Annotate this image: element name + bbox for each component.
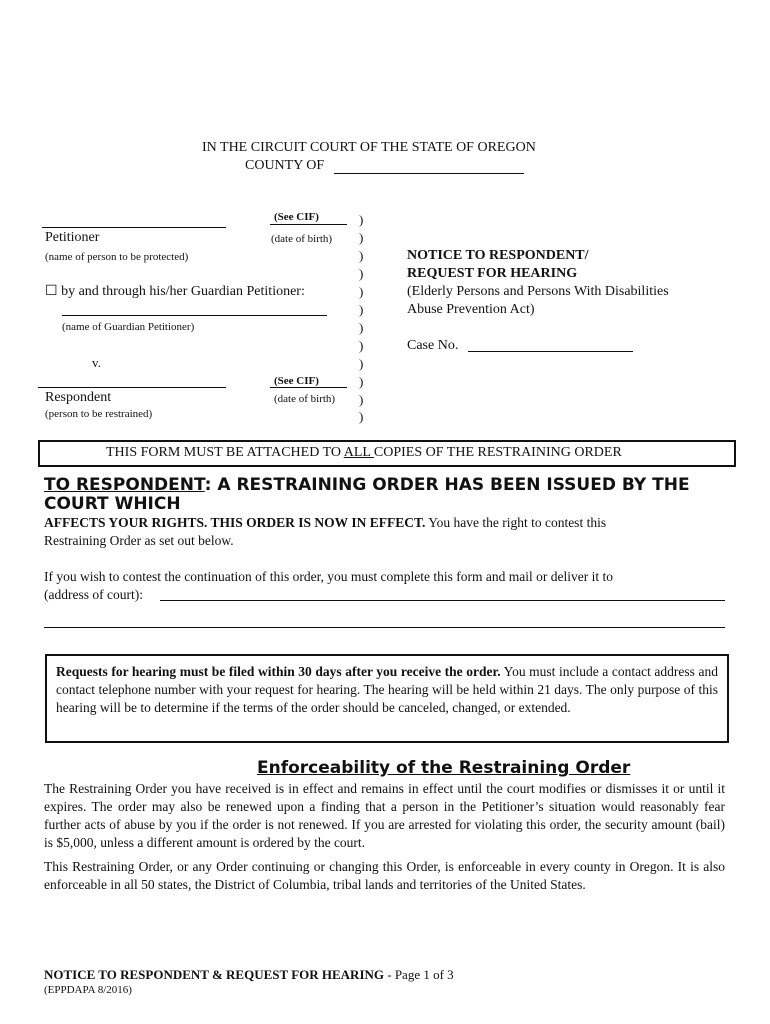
caption-paren: ) [359, 320, 364, 335]
guardian-row [45, 283, 305, 300]
caption-paren: ) [359, 212, 364, 227]
see-cif-label-1: (See CIF) [274, 211, 319, 223]
court-address-field-2[interactable] [44, 627, 725, 628]
respondent-label: Respondent [45, 390, 112, 405]
case-no-label: Case No. [407, 338, 459, 353]
hearing-bold: Requests for hearing must be filed within 30 days after you receive the order. [56, 664, 501, 679]
see-cif-label-2: (See CIF) [274, 375, 319, 387]
form-subtitle-line1: (Elderly Persons and Persons With Disabilities [407, 284, 669, 299]
enforceability-heading: Enforceability of the Restraining Order [257, 758, 631, 778]
petitioner-note: (name of person to be protected) [45, 251, 189, 263]
caption-paren: ) [359, 284, 364, 299]
caption-paren: ) [359, 409, 364, 424]
guardian-label: by and through his/her Guardian Petitioner: [61, 284, 305, 299]
caption-paren: ) [359, 356, 364, 371]
guardian-note: (name of Guardian Petitioner) [62, 321, 195, 333]
enforceability-para-2: This Restraining Order, or any Order continuing or changing this Order, is enforceable in every county in Oregon. It is also enforceable in all 50 states, the District of Columbia, tribal lands and territories of the United States. [44, 859, 725, 892]
respondent-heading-rest: : A RESTRAINING ORDER HAS BEEN ISSUED BY THE [204, 475, 690, 495]
attach-banner-text [106, 445, 622, 461]
rights-line2: Restraining Order as set out below. [44, 533, 234, 548]
guardian-name-field[interactable] [62, 315, 327, 316]
footer-title [44, 967, 454, 983]
versus-label: v. [92, 355, 101, 370]
respondent-note: (person to be restrained) [45, 408, 153, 420]
court-address-field[interactable] [160, 600, 725, 601]
rights-bold: AFFECTS YOUR RIGHTS. THIS ORDER IS NOW IN EFFECT. [44, 515, 426, 530]
hearing-rest: You must include a contact address and contact telephone number with your request for hearing. The hearing will be held within 21 days. The only purpose of this hearing will be to determine if the terms of the order should be canceled, changed, or extended. [56, 664, 718, 715]
petitioner-dob-field[interactable] [270, 224, 347, 225]
rights-normal: You have the right to contest this [425, 515, 607, 530]
hearing-box [45, 654, 729, 743]
county-field[interactable] [334, 173, 524, 174]
respondent-heading-underlined: TO RESPONDENT [44, 475, 205, 495]
footer-page: - Page 1 of 3 [384, 967, 454, 982]
respondent-dob-field[interactable] [270, 387, 347, 388]
form-subtitle-line2: Abuse Prevention Act) [407, 302, 535, 317]
petitioner-name-field[interactable] [42, 227, 226, 228]
respondent-heading [44, 475, 690, 495]
caption-paren: ) [359, 302, 364, 317]
banner-text-emph: ALL [343, 445, 374, 460]
caption-paren: ) [359, 248, 364, 263]
court-title: IN THE CIRCUIT COURT OF THE STATE OF OREGON [202, 140, 536, 155]
form-title-line1: NOTICE TO RESPONDENT/ [407, 248, 589, 263]
contest-line1: If you wish to contest the continuation of this order, you must complete this form and mail or deliver it to [44, 569, 613, 584]
rights-line [44, 515, 606, 531]
caption-paren: ) [359, 338, 364, 353]
respondent-dob-label: (date of birth) [274, 393, 336, 405]
respondent-name-field[interactable] [38, 387, 226, 388]
petitioner-label: Petitioner [45, 230, 100, 245]
footer-code: (EPPDAPA 8/2016) [44, 984, 132, 996]
caption-paren: ) [359, 266, 364, 281]
case-no-field[interactable] [468, 351, 633, 352]
respondent-heading-line2: COURT WHICH [44, 494, 181, 514]
footer-title-bold: NOTICE TO RESPONDENT & REQUEST FOR HEARING [44, 967, 384, 982]
checkbox-icon[interactable]: ☐ [45, 284, 58, 299]
caption-paren: ) [359, 230, 364, 245]
hearing-text [56, 663, 718, 717]
contest-address-label: (address of court): [44, 587, 143, 602]
county-label: COUNTY OF [245, 158, 325, 173]
petitioner-dob-label: (date of birth) [271, 233, 333, 245]
banner-text-before: THIS FORM MUST BE ATTACHED TO [106, 445, 344, 460]
form-title-line2: REQUEST FOR HEARING [407, 266, 578, 281]
attach-banner [38, 440, 736, 467]
banner-text-after: COPIES OF THE RESTRAINING ORDER [373, 445, 622, 460]
caption-paren: ) [359, 392, 364, 407]
caption-paren: ) [359, 374, 364, 389]
enforceability-para-1: The Restraining Order you have received is in effect and remains in effect until the court modifies or dismisses it or until it expires. The order may also be renewed upon a finding that a person in the Petitioner’s situation would reasonably fear further acts of abuse by you if the order is not renewed. If you are arrested for violating this order, the security amount (bail) is $5,000, unless a different amount is ordered by the court. [44, 781, 725, 850]
